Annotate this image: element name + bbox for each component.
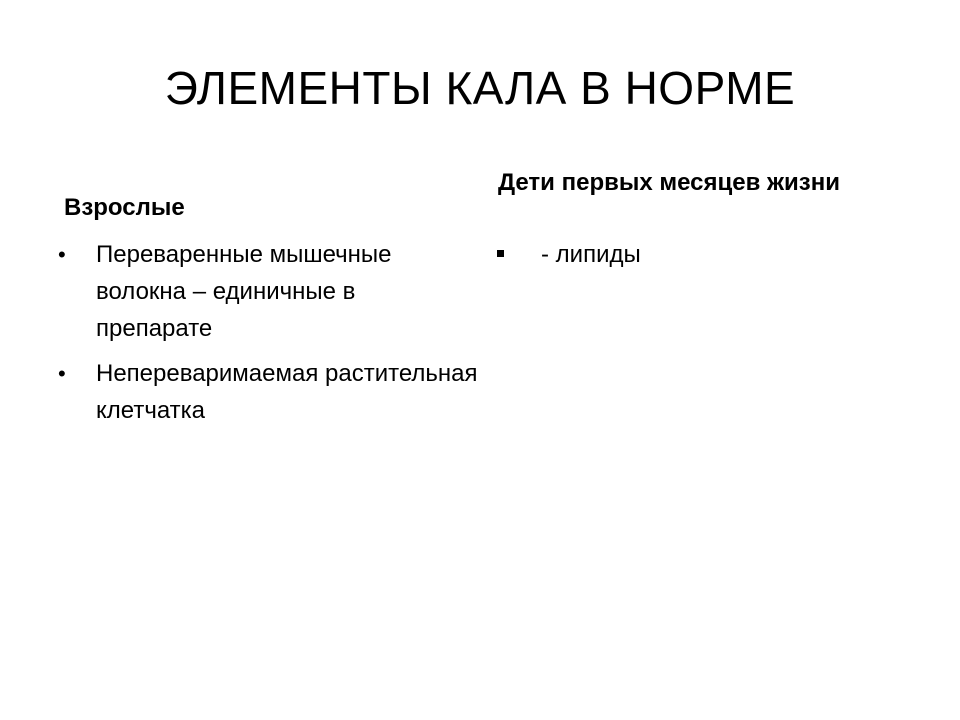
bullet-square-icon [497, 250, 504, 257]
list-item [58, 236, 478, 347]
list-item [58, 355, 478, 429]
slide-title: ЭЛЕМЕНТЫ КАЛА В НОРМЕ [164, 62, 796, 114]
list-item-text: Переваренные мышечные волокна – единичные в препарате [96, 241, 392, 342]
list-item-text: Непереваримаемая растительная клетчатка [96, 360, 478, 424]
list-item-text: - липиды [541, 241, 641, 268]
bullet-dot-icon: • [58, 242, 66, 267]
list-item [495, 236, 915, 273]
infants-list [495, 236, 915, 281]
adults-list [58, 236, 478, 437]
adults-heading: Взрослые [64, 194, 185, 221]
infants-heading: Дети первых месяцев жизни [498, 169, 840, 196]
bullet-dot-icon: • [58, 361, 66, 386]
